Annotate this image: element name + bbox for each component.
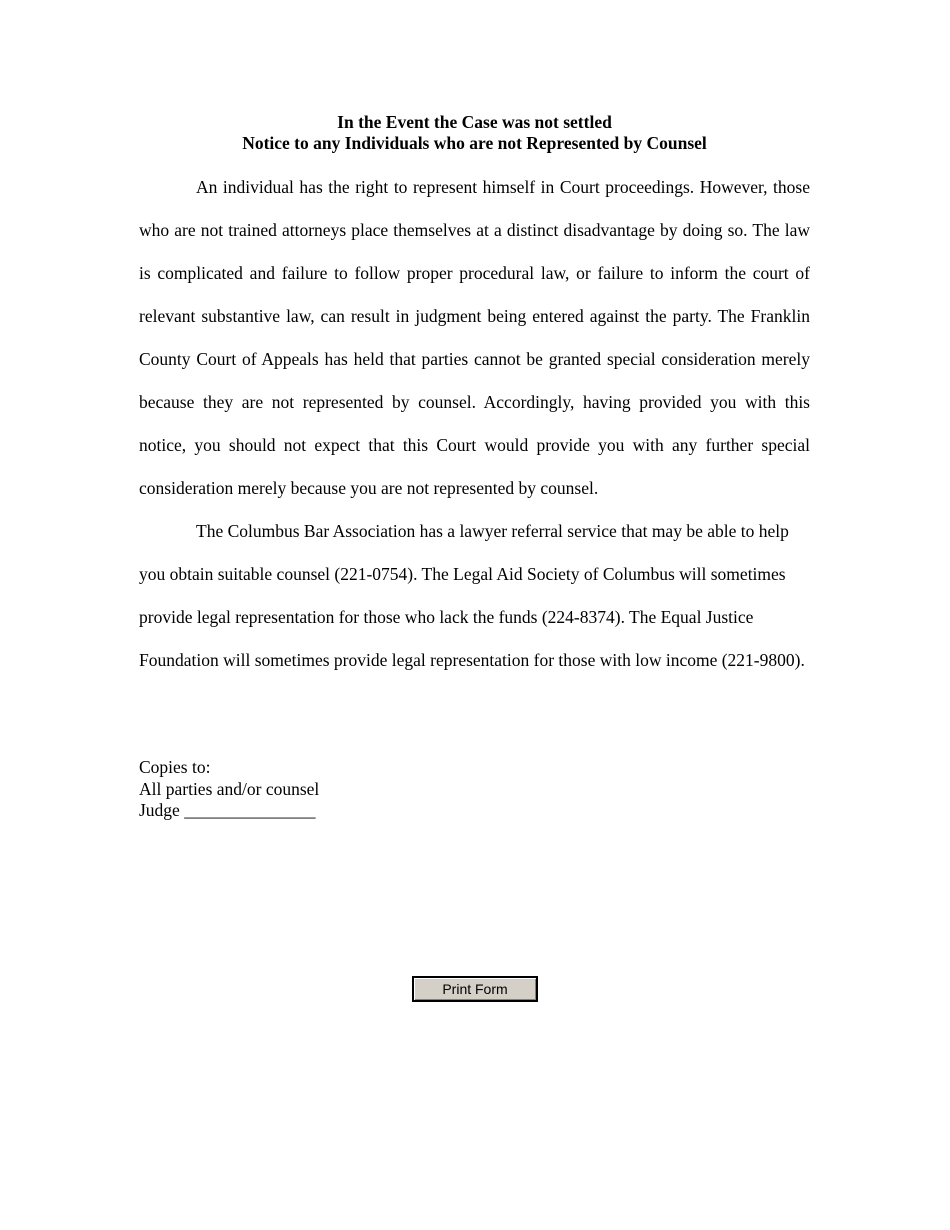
copies-section	[139, 757, 810, 822]
copies-recipient-parties: All parties and/or counsel	[139, 778, 320, 799]
document-page	[139, 112, 810, 822]
referral-paragraph: The Columbus Bar Association has a lawyer referral service that may be able to help you obtain suitable counsel (221-0754). The Legal Aid Society of Columbus will sometimes provide legal representation for those who lack the funds (224-8374). The Equal Justice Foundation will sometimes provide legal representation for those with low income (221-9800).	[139, 521, 805, 670]
print-button-container	[412, 976, 538, 1002]
print-form-button[interactable]: Print Form	[412, 976, 538, 1002]
document-title: In the Event the Case was not settled	[337, 112, 612, 132]
document-subtitle: Notice to any Individuals who are not Represented by Counsel	[242, 133, 707, 153]
notice-paragraph: An individual has the right to represent himself in Court proceedings. However, those who are not trained attorneys place themselves at a distinct disadvantage by doing so. The law is complicated and failure to follow proper procedural law, or failure to inform the court of relevant substantive law, can result in judgment being entered against the party. The Franklin County Court of Appeals has held that parties cannot be granted special consideration merely because they are not represented by counsel. Accordingly, having provided you with this notice, you should not expect that this Court would provide you with any further special consideration merely because you are not represented by counsel.	[139, 177, 810, 498]
copies-label: Copies to:	[139, 757, 211, 777]
copies-recipient-judge: Judge _______________	[139, 800, 316, 820]
